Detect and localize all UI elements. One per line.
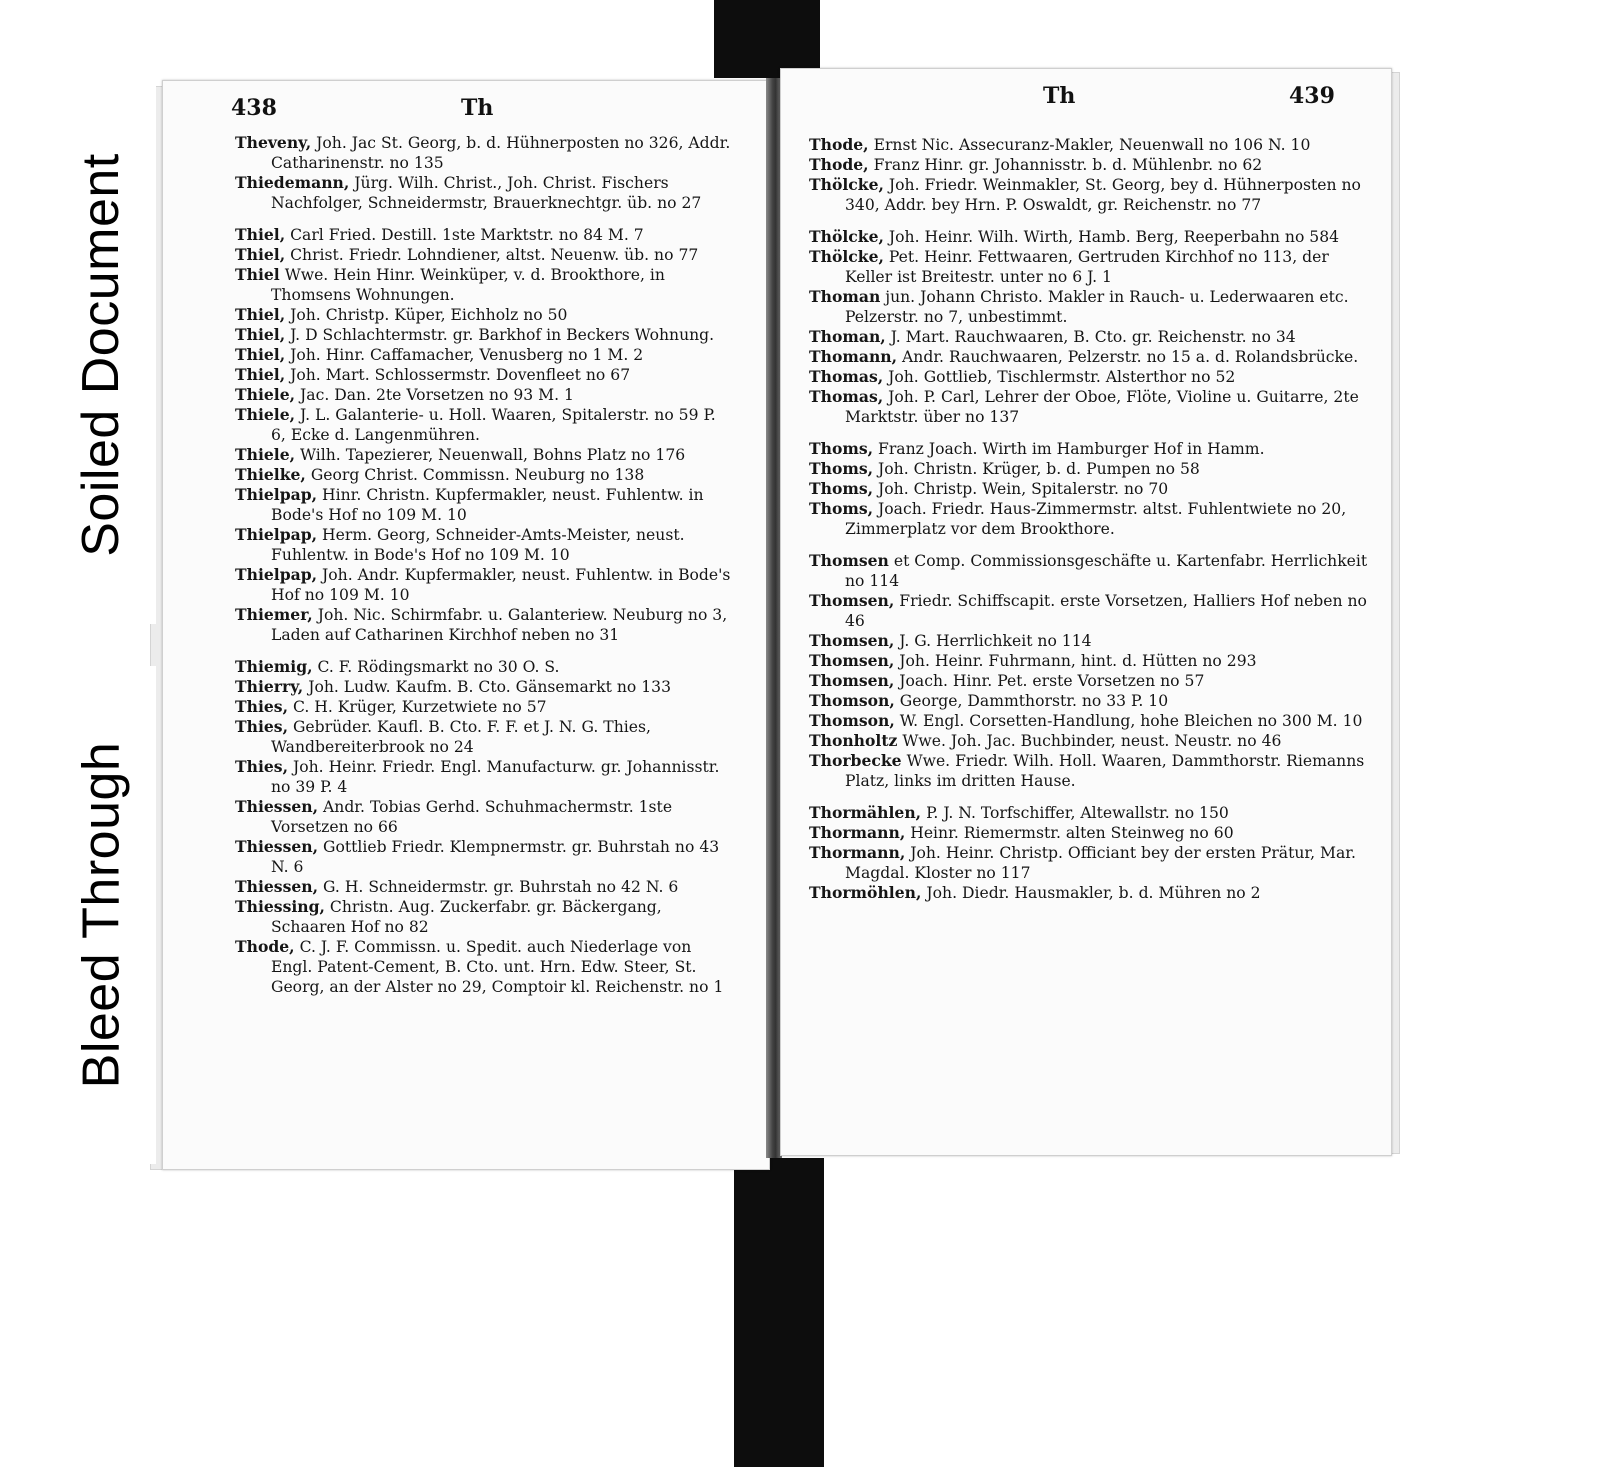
directory-entry	[809, 439, 1369, 459]
entry-details: Carl Fried. Destill. 1ste Marktstr. no 84 M. 7	[290, 226, 644, 244]
entry-name: Thode,	[235, 937, 295, 956]
directory-entry	[235, 173, 733, 213]
directory-entry	[809, 175, 1369, 215]
entry-name: Thielpap,	[235, 485, 318, 504]
directory-entry	[809, 843, 1369, 883]
directory-entry	[809, 387, 1369, 427]
bleed-through-text: Bleed Through	[72, 741, 130, 1089]
entry-name: Thomsen,	[809, 591, 895, 610]
entry-name: Thomsen,	[809, 671, 895, 690]
entry-name: Thomas,	[809, 367, 884, 386]
entry-details: Georg Christ. Commissn. Neuburg no 138	[310, 466, 645, 484]
directory-entry	[809, 671, 1369, 691]
entry-details: J. Mart. Rauchwaaren, B. Cto. gr. Reichenstr. no 34	[890, 328, 1296, 346]
directory-entry	[235, 677, 733, 697]
entry-name: Thiel,	[235, 245, 286, 264]
directory-entry	[235, 405, 733, 445]
entry-details: Ernst Nic. Assecuranz-Makler, Neuenwall no 106 N. 10	[873, 136, 1311, 154]
entry-details: Joh. Christp. Wein, Spitalerstr. no 70	[878, 480, 1169, 498]
entry-name: Thormann,	[809, 823, 906, 842]
entry-details: Christn. Aug. Zuckerfabr. gr. Bäckergang, Schaaren Hof no 82	[271, 898, 662, 936]
directory-entry	[235, 937, 733, 997]
entry-name: Thiessen,	[235, 837, 319, 856]
entry-details: Wwe. Friedr. Wilh. Holl. Waaren, Dammthorstr. Riemanns Platz, links im dritten Hause.	[845, 752, 1365, 790]
entry-details: G. H. Schneidermstr. gr. Buhrstah no 42 N. 6	[323, 878, 679, 896]
directory-entry	[235, 525, 733, 565]
entry-name: Thorbecke	[809, 751, 902, 770]
directory-entry	[809, 287, 1369, 327]
directory-entry	[809, 651, 1369, 671]
directory-entry	[235, 365, 733, 385]
directory-entry	[809, 711, 1369, 731]
entry-name: Thoms,	[809, 479, 874, 498]
entry-name: Thiessen,	[235, 877, 319, 896]
entry-name: Thomann,	[809, 347, 898, 366]
directory-entry	[235, 485, 733, 525]
entry-details: Jürg. Wilh. Christ., Joh. Christ. Fischers Nachfolger, Schneidermstr, Brauerknechtgr. üb. no 27	[271, 174, 702, 212]
right-page	[780, 68, 1392, 1156]
left-page-number: 438	[231, 95, 277, 121]
directory-entry	[235, 797, 733, 837]
entry-details: C. H. Krüger, Kurzetwiete no 57	[292, 698, 547, 716]
entry-details: C. F. Rödingsmarkt no 30 O. S.	[317, 658, 560, 676]
entry-name: Thomsen,	[809, 631, 895, 650]
entry-name: Thiele,	[235, 405, 296, 424]
entry-name: Thoman	[809, 287, 881, 306]
entry-details: Joh. Heinr. Wilh. Wirth, Hamb. Berg, Reeperbahn no 584	[888, 228, 1340, 246]
directory-entry	[235, 605, 733, 645]
entry-name: Thoms,	[809, 499, 874, 518]
entry-details: Joh. Diedr. Hausmakler, b. d. Mühren no 2	[926, 884, 1261, 902]
entry-name: Thiessing,	[235, 897, 325, 916]
directory-entry	[809, 227, 1369, 247]
directory-entry	[809, 551, 1369, 591]
entry-details: Joh. Heinr. Fuhrmann, hint. d. Hütten no 293	[899, 652, 1257, 670]
entry-name: Thiele,	[235, 385, 296, 404]
entry-details: J. L. Galanterie- u. Holl. Waaren, Spitalerstr. no 59 P. 6, Ecke d. Langenmühren.	[271, 406, 716, 444]
entry-details: Franz Hinr. gr. Johannisstr. b. d. Mühlenbr. no 62	[873, 156, 1263, 174]
left-page	[162, 80, 770, 1170]
directory-entry	[809, 591, 1369, 631]
entry-details: Joh. Ludw. Kaufm. B. Cto. Gänsemarkt no 133	[308, 678, 672, 696]
entry-name: Thies,	[235, 757, 288, 776]
entry-details: Pet. Heinr. Fettwaaren, Gertruden Kirchhof no 113, der Keller ist Breitestr. unter no 6 J. 1	[845, 248, 1329, 286]
directory-entry	[809, 731, 1369, 751]
entry-name: Thiemer,	[235, 605, 313, 624]
left-entries-list	[163, 133, 769, 997]
entry-details: jun. Johann Christo. Makler in Rauch- u. Lederwaaren etc. Pelzerstr. no 7, unbestimmt.	[845, 288, 1349, 326]
entry-name: Thoms,	[809, 439, 874, 458]
entry-details: Jac. Dan. 2te Vorsetzen no 93 M. 1	[300, 386, 574, 404]
backing-strip-top	[714, 0, 820, 78]
entry-details: W. Engl. Corsetten-Handlung, hohe Bleichen no 300 M. 10	[899, 712, 1363, 730]
directory-entry	[809, 155, 1369, 175]
entry-name: Thiel	[235, 265, 280, 284]
entry-name: Thölcke,	[809, 247, 884, 266]
entry-details: Joh. Andr. Kupfermakler, neust. Fuhlentw. in Bode's Hof no 109 M. 10	[271, 566, 731, 604]
entry-details: Joh. Gottlieb, Tischlermstr. Alsterthor no 52	[888, 368, 1236, 386]
directory-entry	[809, 691, 1369, 711]
right-page-number: 439	[1289, 83, 1335, 109]
directory-entry	[809, 751, 1369, 791]
directory-entry	[235, 385, 733, 405]
entry-details: Wwe. Hein Hinr. Weinküper, v. d. Brookthore, in Thomsens Wohnungen.	[271, 266, 665, 304]
directory-entry	[809, 883, 1369, 903]
entry-name: Thölcke,	[809, 175, 884, 194]
right-entries-list	[781, 135, 1391, 903]
directory-entry	[235, 877, 733, 897]
entry-name: Thiele,	[235, 445, 296, 464]
entry-details: C. J. F. Commissn. u. Spedit. auch Niederlage von Engl. Patent-Cement, B. Cto. unt. Hrn. Edw. Steer, St. Georg, an der Alster no 29, Comptoir kl. Reichenstr. no 1	[271, 938, 724, 996]
entry-name: Thomson,	[809, 691, 895, 710]
entry-name: Thoms,	[809, 459, 874, 478]
entry-name: Theveny,	[235, 133, 312, 152]
left-running-head	[163, 95, 769, 129]
directory-entry	[235, 225, 733, 245]
entry-name: Thomas,	[809, 387, 884, 406]
directory-entry	[235, 565, 733, 605]
directory-entry	[235, 465, 733, 485]
directory-entry	[235, 325, 733, 345]
entry-details: Joh. Heinr. Christp. Officiant bey der ersten Prätur, Mar. Magdal. Kloster no 117	[845, 844, 1357, 882]
entry-details: Joh. Jac St. Georg, b. d. Hühnerposten no 326, Addr. Catharinenstr. no 135	[271, 134, 731, 172]
entry-name: Thormählen,	[809, 803, 922, 822]
entry-name: Thormöhlen,	[809, 883, 922, 902]
directory-entry	[235, 345, 733, 365]
directory-entry	[809, 631, 1369, 651]
entry-name: Thierry,	[235, 677, 304, 696]
directory-entry	[235, 305, 733, 325]
directory-entry	[809, 499, 1369, 539]
entry-details: Herm. Georg, Schneider-Amts-Meister, neust. Fuhlentw. in Bode's Hof no 109 M. 10	[271, 526, 685, 564]
directory-entry	[235, 133, 733, 173]
entry-details: J. G. Herrlichkeit no 114	[899, 632, 1092, 650]
directory-entry	[809, 459, 1369, 479]
directory-entry	[235, 757, 733, 797]
entry-details: Wilh. Tapezierer, Neuenwall, Bohns Platz no 176	[300, 446, 686, 464]
entry-details: Andr. Tobias Gerhd. Schuhmachermstr. 1ste Vorsetzen no 66	[271, 798, 673, 836]
right-running-title: Th	[1043, 83, 1076, 109]
entry-name: Thomson,	[809, 711, 895, 730]
entry-name: Thiel,	[235, 345, 286, 364]
directory-entry	[809, 347, 1369, 367]
left-running-title: Th	[461, 95, 494, 121]
right-running-head	[781, 83, 1391, 117]
entry-name: Thiel,	[235, 305, 286, 324]
entry-details: Joach. Hinr. Pet. erste Vorsetzen no 57	[899, 672, 1205, 690]
entry-name: Thies,	[235, 717, 288, 736]
entry-details: Joh. Friedr. Weinmakler, St. Georg, bey d. Hühnerposten no 340, Addr. bey Hrn. P. Oswaldt, gr. Reichenstr. no 77	[845, 176, 1361, 214]
directory-entry	[809, 803, 1369, 823]
directory-entry	[809, 135, 1369, 155]
entry-name: Thiel,	[235, 365, 286, 384]
directory-entry	[235, 837, 733, 877]
directory-entry	[235, 657, 733, 677]
directory-entry	[809, 823, 1369, 843]
entry-name: Thiedemann,	[235, 173, 350, 192]
entry-details: Joh. Heinr. Friedr. Engl. Manufacturw. gr. Johannisstr. no 39 P. 4	[271, 758, 720, 796]
entry-name: Thormann,	[809, 843, 906, 862]
entry-details: Friedr. Schiffscapit. erste Vorsetzen, Halliers Hof neben no 46	[845, 592, 1367, 630]
bleed-through-label	[46, 666, 156, 1164]
directory-entry	[235, 697, 733, 717]
directory-entry	[235, 897, 733, 937]
entry-name: Thiessen,	[235, 797, 319, 816]
directory-entry	[235, 445, 733, 465]
entry-name: Thiel,	[235, 325, 286, 344]
entry-details: P. J. N. Torfschiffer, Altewallstr. no 150	[926, 804, 1229, 822]
soiled-document-text: Soiled Document	[72, 153, 130, 557]
entry-details: Joach. Friedr. Haus-Zimmermstr. altst. Fuhlentwiete no 20, Zimmerplatz vor dem Brookthore.	[845, 500, 1347, 538]
entry-details: Andr. Rauchwaaren, Pelzerstr. no 15 a. d. Rolandsbrücke.	[902, 348, 1359, 366]
entry-details: Joh. Christn. Krüger, b. d. Pumpen no 58	[878, 460, 1200, 478]
directory-entry	[809, 247, 1369, 287]
entry-name: Thode,	[809, 135, 869, 154]
entry-name: Thölcke,	[809, 227, 884, 246]
entry-name: Thies,	[235, 697, 288, 716]
entry-details: Joh. Mart. Schlossermstr. Dovenfleet no 67	[290, 366, 631, 384]
entry-name: Thode,	[809, 155, 869, 174]
entry-name: Thonholtz	[809, 731, 898, 750]
backing-strip-bottom	[734, 1158, 824, 1467]
entry-details: Joh. Hinr. Caffamacher, Venusberg no 1 M. 2	[290, 346, 644, 364]
entry-details: Joh. Nic. Schirmfabr. u. Galanteriew. Neuburg no 3, Laden auf Catharinen Kirchhof neben no 31	[271, 606, 728, 644]
directory-entry	[809, 327, 1369, 347]
entry-details: Christ. Friedr. Lohndiener, altst. Neuenw. üb. no 77	[290, 246, 699, 264]
entry-name: Thoman,	[809, 327, 886, 346]
entry-details: George, Dammthorstr. no 33 P. 10	[899, 692, 1169, 710]
entry-name: Thiel,	[235, 225, 286, 244]
directory-entry	[809, 479, 1369, 499]
entry-details: Joh. Christp. Küper, Eichholz no 50	[290, 306, 568, 324]
entry-details: Gottlieb Friedr. Klempnermstr. gr. Buhrstah no 43 N. 6	[271, 838, 720, 876]
entry-details: Heinr. Riemermstr. alten Steinweg no 60	[910, 824, 1234, 842]
entry-name: Thomsen,	[809, 651, 895, 670]
entry-details: Hinr. Christn. Kupfermakler, neust. Fuhlentw. in Bode's Hof no 109 M. 10	[271, 486, 704, 524]
entry-details: Joh. P. Carl, Lehrer der Oboe, Flöte, Violine u. Guitarre, 2te Marktstr. über no 137	[845, 388, 1359, 426]
directory-entry	[235, 265, 733, 305]
entry-details: J. D Schlachtermstr. gr. Barkhof in Beckers Wohnung.	[290, 326, 715, 344]
entry-details: et Comp. Commissionsgeschäfte u. Kartenfabr. Herrlichkeit no 114	[845, 552, 1368, 590]
soiled-document-label	[46, 86, 156, 624]
entry-details: Wwe. Joh. Jac. Buchbinder, neust. Neustr. no 46	[902, 732, 1282, 750]
entry-name: Thomsen	[809, 551, 889, 570]
directory-entry	[809, 367, 1369, 387]
entry-details: Gebrüder. Kaufl. B. Cto. F. F. et J. N. G. Thies, Wandbereiterbrook no 24	[271, 718, 651, 756]
directory-entry	[235, 245, 733, 265]
entry-name: Thiemig,	[235, 657, 313, 676]
entry-name: Thielpap,	[235, 565, 318, 584]
entry-details: Franz Joach. Wirth im Hamburger Hof in Hamm.	[878, 440, 1265, 458]
directory-entry	[235, 717, 733, 757]
entry-name: Thielke,	[235, 465, 306, 484]
entry-name: Thielpap,	[235, 525, 318, 544]
